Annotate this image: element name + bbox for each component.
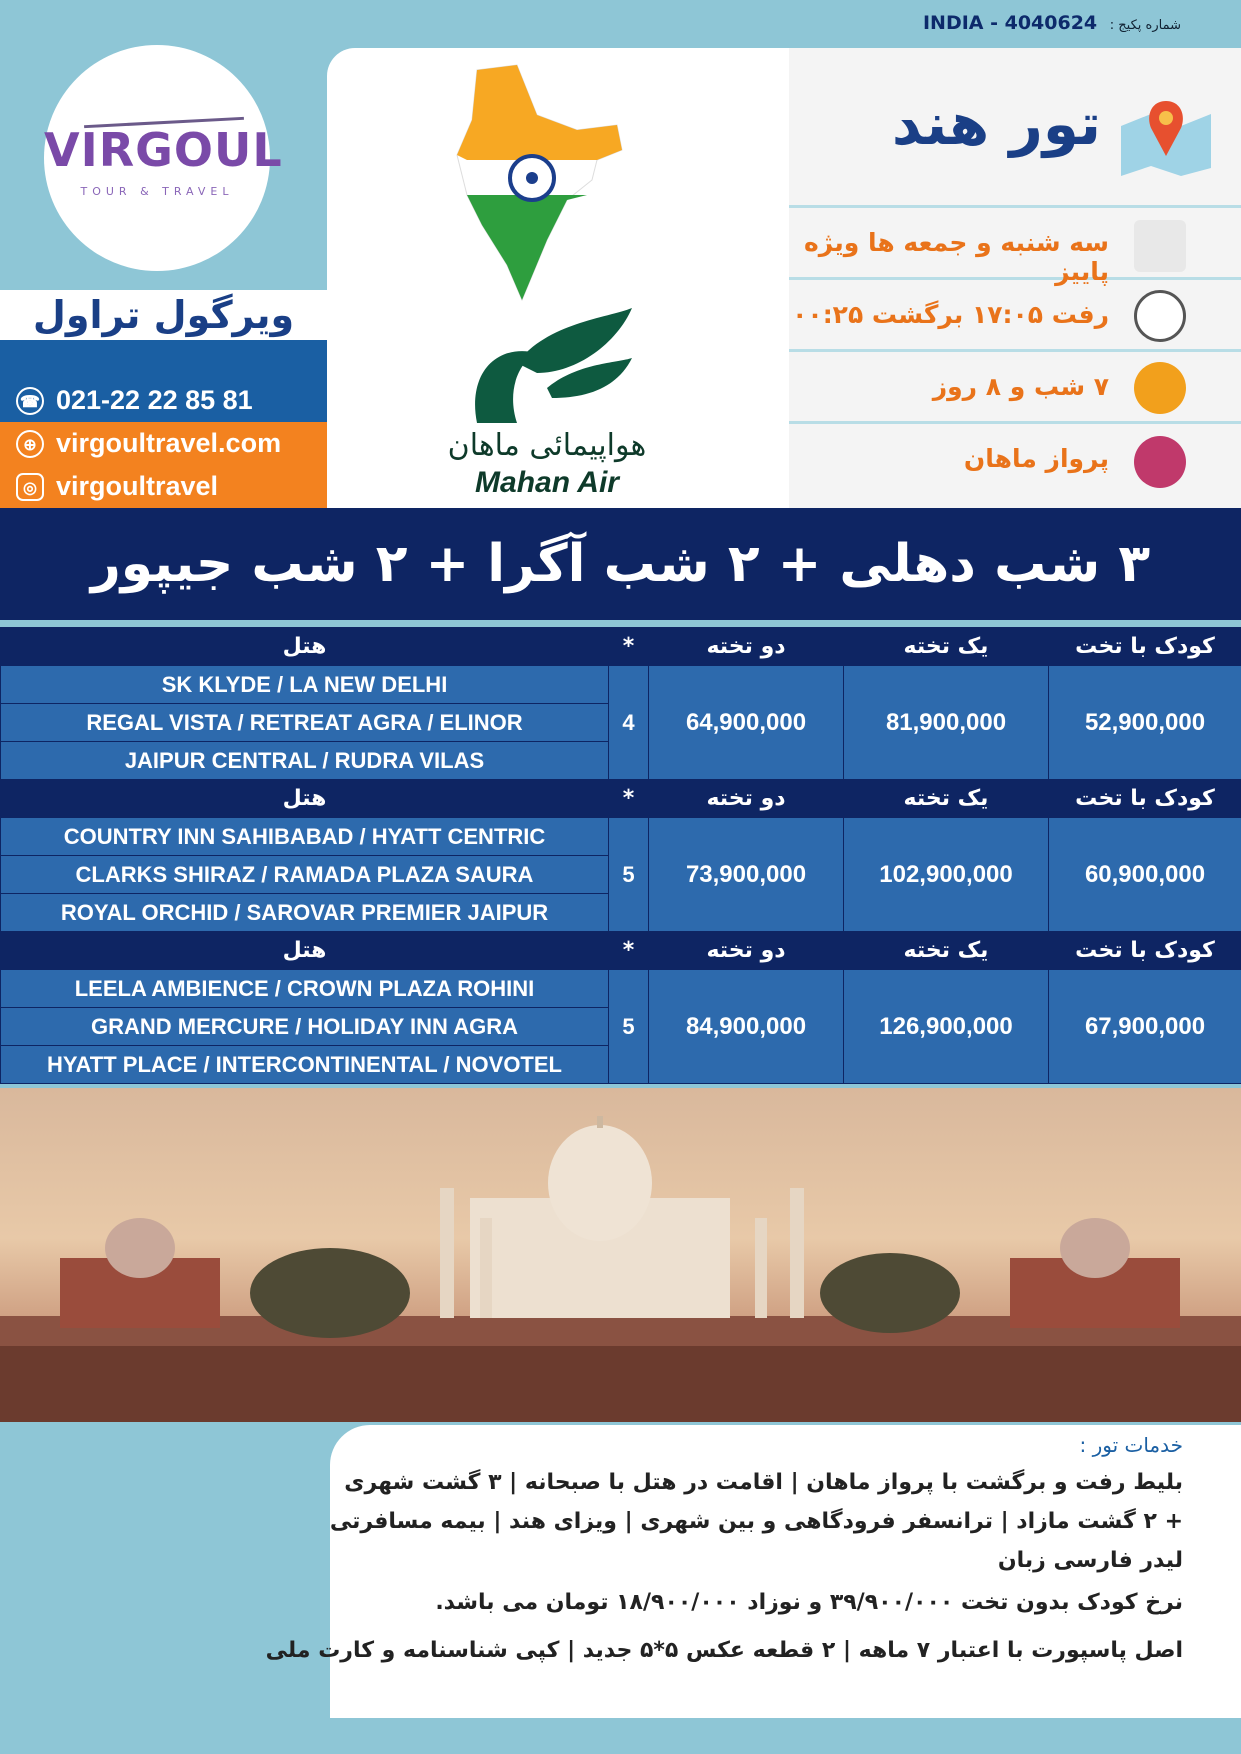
table-row xyxy=(1,970,1241,1008)
mahan-air-logo-icon xyxy=(457,303,647,433)
header-single: یک تخته xyxy=(844,628,1049,666)
tour-days: سه شنبه و جمعه ها ویژه پاییز xyxy=(804,228,1109,286)
price-double: 73,900,000 xyxy=(649,818,844,932)
airline-panel xyxy=(327,48,789,508)
services-line-3: لیدر فارسی زبان xyxy=(997,1548,1183,1573)
brand-name: ویرگول تراول xyxy=(32,293,295,337)
contact-phone[interactable] xyxy=(0,379,327,422)
hotel-name: CLARKS SHIRAZ / RAMADA PLAZA SAURA xyxy=(1,856,609,894)
phone-number: 021-22 22 85 81 xyxy=(56,385,253,415)
price-double: 84,900,000 xyxy=(649,970,844,1084)
hotel-name: ROYAL ORCHID / SAROVAR PREMIER JAIPUR xyxy=(1,894,609,932)
clock-icon xyxy=(1134,290,1186,342)
sun-moon-icon xyxy=(1134,362,1186,414)
brand-logo xyxy=(44,45,283,271)
calendar-icon xyxy=(1134,220,1186,272)
tour-duration: ۷ شب و ۸ روز xyxy=(932,372,1109,401)
header-hotel: هتل xyxy=(1,932,609,970)
header-hotel: هتل xyxy=(1,628,609,666)
services-line-1: بلیط رفت و برگشت با پرواز ماهان | اقامت در هتل با صبحانه | ۳ گشت شهری xyxy=(344,1470,1183,1495)
hotel-star-rating: 4 xyxy=(609,666,649,780)
hotel-name: SK KLYDE / LA NEW DELHI xyxy=(1,666,609,704)
table-header-row xyxy=(1,780,1241,818)
airline-name-fa: هواپیمائی ماهان xyxy=(447,428,647,463)
tour-info-panel xyxy=(789,48,1241,508)
services-title: خدمات تور : xyxy=(1079,1433,1183,1457)
globe-icon: ⊕ xyxy=(16,430,44,458)
header-child: کودک با تخت xyxy=(1049,932,1241,970)
price-child: 67,900,000 xyxy=(1049,970,1241,1084)
table-row xyxy=(1,818,1241,856)
hotel-name: COUNTRY INN SAHIBABAD / HYATT CENTRIC xyxy=(1,818,609,856)
price-single: 81,900,000 xyxy=(844,666,1049,780)
hotel-name: GRAND MERCURE / HOLIDAY INN AGRA xyxy=(1,1008,609,1046)
website-url: virgoultravel.com xyxy=(56,428,282,458)
logo-tagline: TOUR & TRAVEL xyxy=(80,185,234,198)
table-row xyxy=(1,666,1241,704)
header-double: دو تخته xyxy=(649,780,844,818)
header-double: دو تخته xyxy=(649,932,844,970)
tour-times-row xyxy=(789,280,1241,352)
tour-times: رفت ۱۷:۰۵ برگشت ۰۰:۲۵ xyxy=(792,300,1109,329)
airline-name-en: Mahan Air xyxy=(475,466,619,499)
price-double: 64,900,000 xyxy=(649,666,844,780)
taj-mahal-illustration xyxy=(0,1088,1241,1422)
phone-icon: ☎ xyxy=(16,387,44,415)
map-pin-icon xyxy=(1116,96,1216,176)
header-star: * xyxy=(609,628,649,666)
table-header-row xyxy=(1,932,1241,970)
hotel-star-rating: 5 xyxy=(609,818,649,932)
contact-website[interactable] xyxy=(0,422,327,465)
india-map-icon xyxy=(427,60,657,310)
price-single: 102,900,000 xyxy=(844,818,1049,932)
logo-wordmark: VIRGOUL xyxy=(44,123,283,177)
header-child: کودک با تخت xyxy=(1049,628,1241,666)
services-line-2: + ۲ گشت مازاد | ترانسفر فرودگاهی و بین شهری | ویزای هند | بیمه مسافرتی xyxy=(329,1509,1183,1534)
table-header-row xyxy=(1,628,1241,666)
header-single: یک تخته xyxy=(844,932,1049,970)
tour-duration-row xyxy=(789,352,1241,424)
header-star: * xyxy=(609,932,649,970)
instagram-icon: ◎ xyxy=(16,473,44,501)
package-code xyxy=(923,12,1181,34)
itinerary-text: ۳ شب دهلی + ۲ شب آگرا + ۲ شب جیپور xyxy=(90,534,1151,594)
services-documents: اصل پاسپورت با اعتبار ۷ ماهه | ۲ قطعه عکس ۵*۵ جدید | کپی شناسنامه و کارت ملی xyxy=(265,1638,1183,1663)
price-single: 126,900,000 xyxy=(844,970,1049,1084)
hotel-name: JAIPUR CENTRAL / RUDRA VILAS xyxy=(1,742,609,780)
hotel-name: HYATT PLACE / INTERCONTINENTAL / NOVOTEL xyxy=(1,1046,609,1084)
instagram-handle: virgoultravel xyxy=(56,471,219,501)
header-child: کودک با تخت xyxy=(1049,780,1241,818)
header-star: * xyxy=(609,780,649,818)
package-number: INDIA - 4040624 xyxy=(922,12,1098,34)
brand-divider xyxy=(0,340,327,379)
price-table xyxy=(0,627,1241,1084)
hotel-name: LEELA AMBIENCE / CROWN PLAZA ROHINI xyxy=(1,970,609,1008)
price-child: 52,900,000 xyxy=(1049,666,1241,780)
taj-mahal-photo xyxy=(0,1088,1241,1422)
package-label: شماره پکیج : xyxy=(1109,18,1181,33)
tour-flight: پرواز ماهان xyxy=(963,444,1109,473)
tour-title-row xyxy=(789,48,1241,208)
contact-instagram[interactable] xyxy=(0,465,327,508)
header-hotel: هتل xyxy=(1,780,609,818)
header-single: یک تخته xyxy=(844,780,1049,818)
plane-icon xyxy=(1134,436,1186,488)
tour-flight-row xyxy=(789,424,1241,508)
services-child-rate: نرخ کودک بدون تخت ۳۹/۹۰۰/۰۰۰ و نوزاد ۱۸/۹۰۰/۰۰۰ تومان می باشد. xyxy=(435,1590,1183,1615)
header-double: دو تخته xyxy=(649,628,844,666)
hotel-star-rating: 5 xyxy=(609,970,649,1084)
hotel-name: REGAL VISTA / RETREAT AGRA / ELINOR xyxy=(1,704,609,742)
tour-title: تور هند xyxy=(891,90,1101,158)
tour-days-row xyxy=(789,208,1241,286)
price-child: 60,900,000 xyxy=(1049,818,1241,932)
